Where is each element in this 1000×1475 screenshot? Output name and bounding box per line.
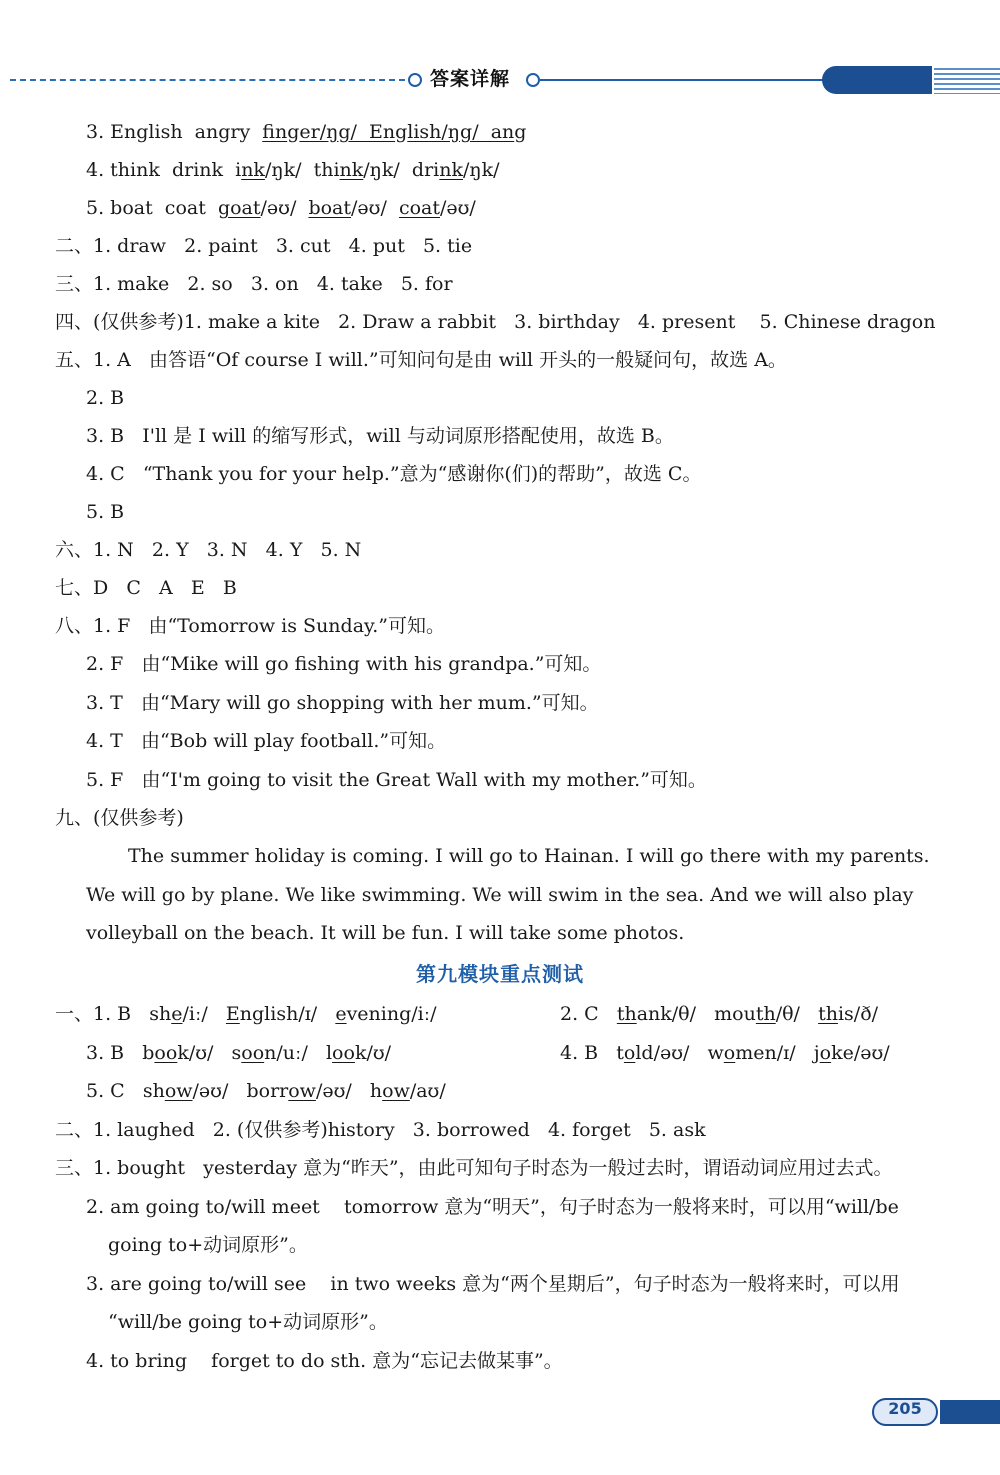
- answer-line: 九、(仅供参考): [55, 807, 184, 829]
- answer-line: 三、1. bought yesterday 意为“昨天”，由此可知句子时态为一般过去时，谓语动词应用过去式。: [55, 1157, 893, 1179]
- answer-line: 一、1. B she/iː/ English/ɪ/ evening/iː/: [55, 1003, 437, 1025]
- answer-line: 3. are going to/will see in two weeks 意为“两个星期后”，句子时态为一般将来时，可以用: [86, 1273, 900, 1295]
- page-number-badge: [862, 1396, 942, 1426]
- answer-line: going to+动词原形”。: [108, 1234, 308, 1256]
- header-title: 答案详解: [430, 68, 511, 90]
- answer-line: 3. T 由“Mary will go shopping with her mum.”可知。: [86, 692, 599, 714]
- header-tab-decoration: [822, 66, 932, 94]
- answer-line: 4. T 由“Bob will play football.”可知。: [86, 730, 447, 752]
- header-stripes-decoration: [934, 68, 1000, 94]
- answer-line: 二、1. draw 2. paint 3. cut 4. put 5. tie: [55, 235, 473, 257]
- answer-line: 三、1. make 2. so 3. on 4. take 5. for: [55, 273, 453, 295]
- answer-line: 四、(仅供参考)1. make a kite 2. Draw a rabbit 3. birthday 4. present 5. Chinese dragon: [55, 311, 936, 333]
- header-dot-right: [526, 73, 540, 87]
- answer-line: 二、1. laughed 2. (仅供参考)history 3. borrowed 4. forget 5. ask: [55, 1119, 706, 1141]
- answer-line: 2. C thank/θ/ mouth/θ/ this/ð/: [560, 1003, 879, 1025]
- header-solid-rule: [540, 79, 830, 81]
- header-dashed-rule: [10, 79, 405, 81]
- answer-line: 六、1. N 2. Y 3. N 4. Y 5. N: [55, 539, 362, 561]
- answer-line: 2. am going to/will meet tomorrow 意为“明天”，句子时态为一般将来时，可以用“will/be: [86, 1196, 899, 1218]
- essay-line: The summer holiday is coming. I will go to Hainan. I will go there with my parents.: [128, 845, 930, 867]
- answer-line: 4. B told/əʊ/ women/ɪ/ joke/əʊ/: [560, 1042, 890, 1064]
- answer-line: 5. F 由“I'm going to visit the Great Wall with my mother.”可知。: [86, 769, 707, 791]
- section-title: 第九模块重点测试: [416, 962, 584, 986]
- answer-line: 4. C “Thank you for your help.”意为“感谢你(们)的帮助”，故选 C。: [86, 463, 702, 485]
- answer-line: 3. B I'll 是 I will 的缩写形式，will 与动词原形搭配使用，故选 B。: [86, 425, 674, 447]
- answer-line: 5. boat coat goat/əʊ/ boat/əʊ/ coat/əʊ/: [86, 197, 476, 219]
- answer-line: 八、1. F 由“Tomorrow is Sunday.”可知。: [55, 615, 445, 637]
- page-number: 205: [888, 1399, 922, 1418]
- answer-line: 4. to bring forget to do sth. 意为“忘记去做某事”。: [86, 1350, 563, 1372]
- answer-line: 2. B: [86, 387, 125, 409]
- answer-line: 2. F 由“Mike will go fishing with his grandpa.”可知。: [86, 653, 602, 675]
- footer-bar-decoration: [940, 1400, 1000, 1424]
- essay-line: We will go by plane. We like swimming. We will swim in the sea. And we will also play: [86, 884, 914, 906]
- header-dot-left: [408, 73, 422, 87]
- page-header: [0, 60, 1000, 100]
- answer-line: 七、D C A E B: [55, 577, 237, 599]
- answer-line: 4. think drink ink/ŋk/ think/ŋk/ drink/ŋk/: [86, 159, 500, 181]
- answer-line: 五、1. A 由答语“Of course I will.”可知问句是由 will 开头的一般疑问句，故选 A。: [55, 349, 787, 371]
- answer-line: 3. B book/ʊ/ soon/uː/ look/ʊ/: [86, 1042, 392, 1064]
- answer-line: 3. English angry finger/ŋg/ English/ŋg/ ang: [86, 121, 527, 143]
- answer-line: 5. B: [86, 501, 125, 523]
- answer-line: “will/be going to+动词原形”。: [108, 1311, 388, 1333]
- answer-line: 5. C show/əʊ/ borrow/əʊ/ how/aʊ/: [86, 1080, 446, 1102]
- essay-line: volleyball on the beach. It will be fun. I will take some photos.: [86, 922, 685, 944]
